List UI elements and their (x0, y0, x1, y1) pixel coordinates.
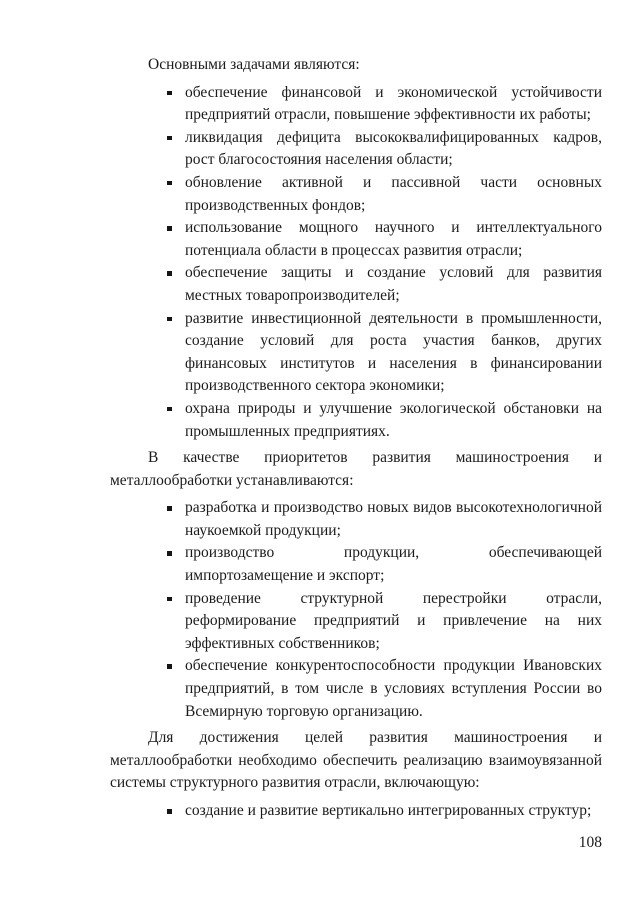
list-item-text: охрана природы и улучшение экологической обстановки на промышленных предприятиях. (185, 399, 602, 440)
page-number: 108 (578, 834, 602, 851)
list-item (110, 172, 602, 217)
bullet-icon (167, 664, 172, 669)
list-item-text: создание и развитие вертикально интегрированных структур; (185, 802, 592, 819)
priorities-list (110, 497, 602, 723)
list-item-text: разработка и производство новых видов высокотехнологичной наукоемкой продукции; (185, 499, 602, 539)
bullet-icon (167, 597, 172, 602)
bullet-icon (167, 551, 172, 556)
list-item (110, 217, 602, 262)
bullet-icon (167, 506, 172, 511)
bullet-icon (167, 809, 172, 814)
list-item (110, 82, 602, 127)
list-item-text: ликвидация дефицита высококвалифицированных кадров, рост благосостояния населения области; (185, 128, 602, 169)
priorities-intro-paragraph: В качестве приоритетов развития машиностроения и металлообработки устанавливаются: (110, 449, 602, 489)
tasks-list (110, 82, 602, 444)
bullet-icon (167, 181, 172, 186)
goals-list (110, 800, 602, 823)
document-content (110, 54, 602, 823)
list-item (110, 800, 602, 823)
list-item-text: обеспечение финансовой и экономической устойчивости предприятий отрасли, повышение эффективности их работы; (185, 83, 602, 124)
list-item (110, 588, 602, 656)
intro-paragraph: Основными задачами являются: (148, 56, 360, 73)
list-item (110, 262, 602, 307)
list-item-text: обновление активной и пассивной части основных производственных фондов; (185, 173, 602, 214)
bullet-icon (167, 317, 172, 322)
list-item-text: обеспечение конкурентоспособности продукции Ивановских предприятий, в том числе в условиях вступления России во Всемирную торговую организацию. (185, 657, 602, 720)
bullet-icon (167, 91, 172, 96)
bullet-icon (167, 407, 172, 412)
list-item-text: использование мощного научного и интеллектуального потенциала области в процессах развития отрасли; (185, 219, 602, 259)
bullet-icon (167, 226, 172, 231)
list-item-text: проведение структурной перестройки отрасли, реформирование предприятий и привлечение на них эффективных собственников; (185, 589, 602, 652)
list-item (110, 497, 602, 542)
list-item-text: производство продукции, обеспечивающей импортозамещение и экспорт; (185, 544, 602, 585)
list-item (110, 308, 602, 398)
list-item-text: развитие инвестиционной деятельности в промышленности, создание условий для роста участия банков, других финансовых институтов и населения в финансировании производственного сектора экономики; (185, 309, 602, 395)
bullet-icon (167, 136, 172, 141)
list-item (110, 398, 602, 443)
list-item (110, 542, 602, 587)
list-item (110, 655, 602, 723)
list-item (110, 127, 602, 172)
list-item-text: обеспечение защиты и создание условий для развития местных товаропроизводителей; (185, 264, 602, 304)
goals-intro-paragraph: Для достижения целей развития машиностроения и металлообработки необходимо обеспечить реализацию взаимоувязанной системы структурного развития отрасли, включающую: (110, 729, 602, 792)
bullet-icon (167, 271, 172, 276)
